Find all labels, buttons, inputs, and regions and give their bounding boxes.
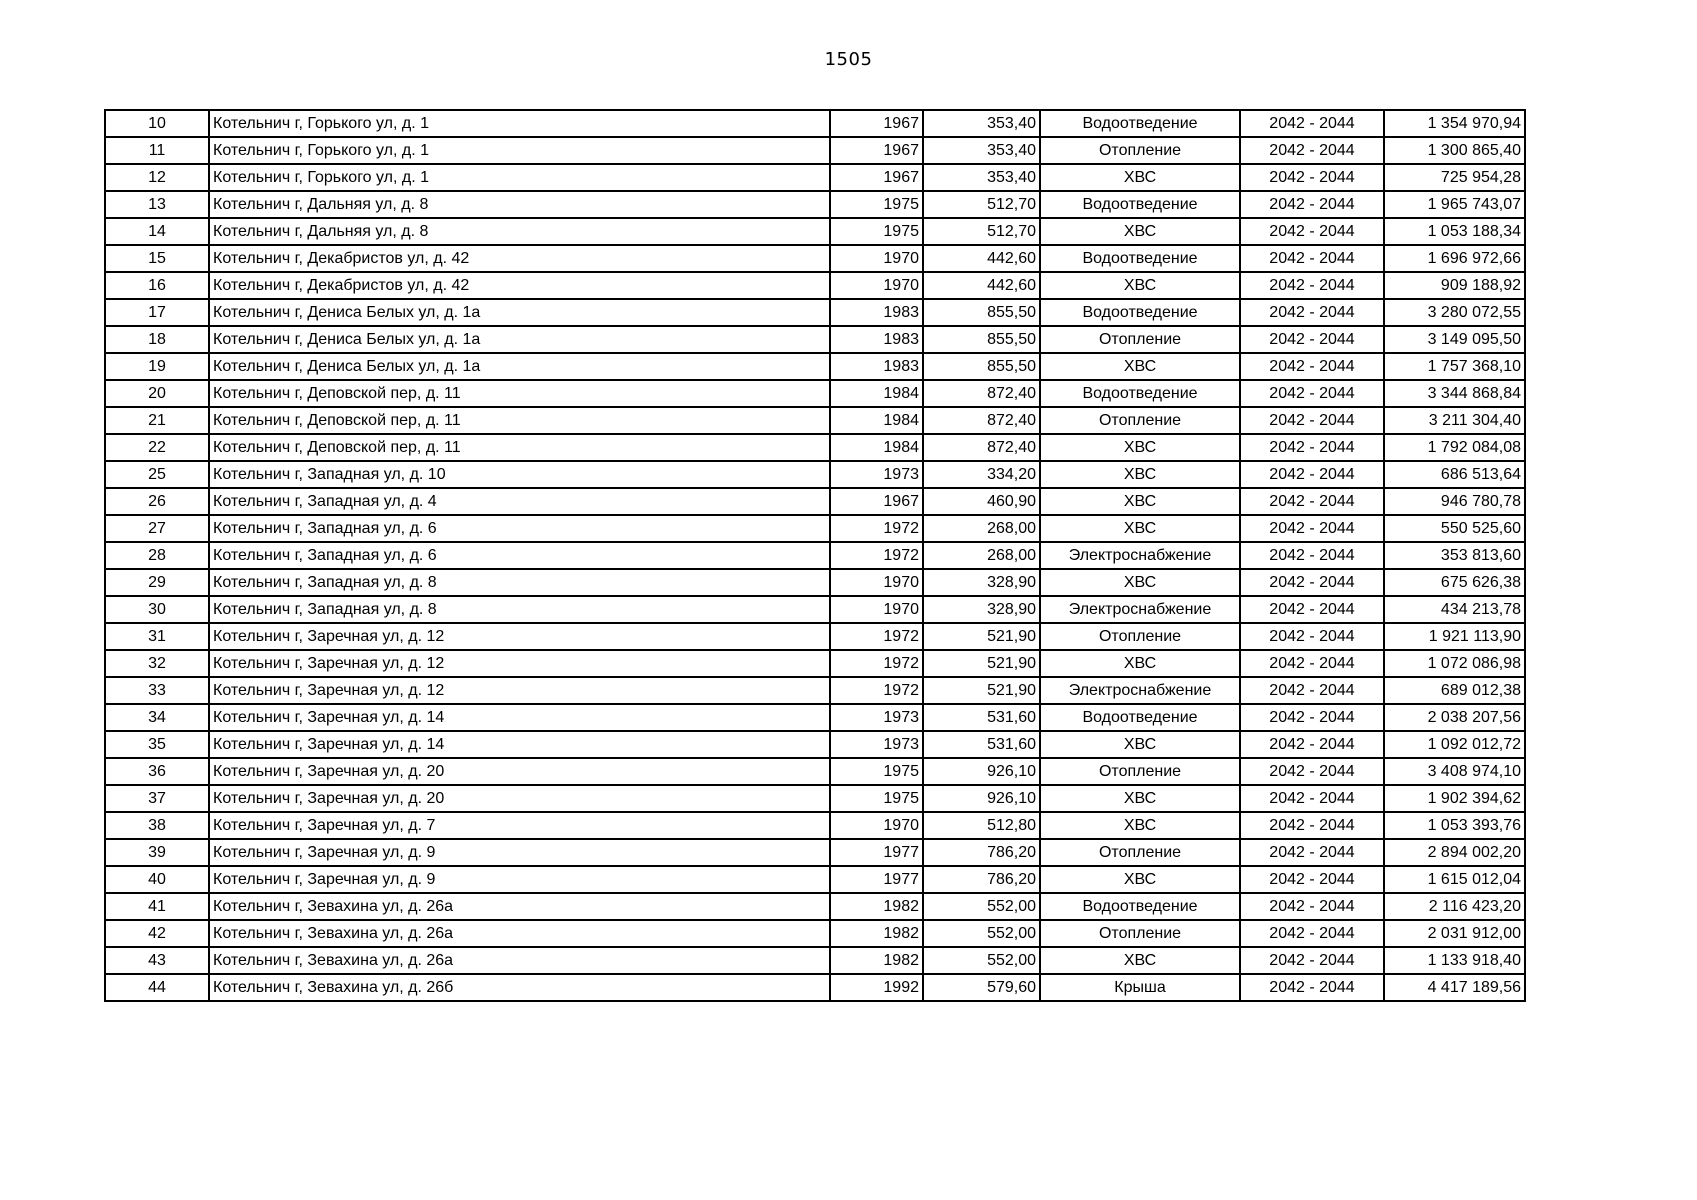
row-number-cell: 38 — [105, 812, 209, 839]
address-cell: Котельнич г, Дениса Белых ул, д. 1а — [209, 326, 830, 353]
cost-cell: 1 300 865,40 — [1384, 137, 1525, 164]
table-row — [105, 434, 1525, 461]
cost-cell: 2 038 207,56 — [1384, 704, 1525, 731]
table-row — [105, 245, 1525, 272]
table-row — [105, 218, 1525, 245]
address-cell: Котельнич г, Деповской пер, д. 11 — [209, 407, 830, 434]
area-cell: 786,20 — [923, 866, 1040, 893]
cost-cell: 353 813,60 — [1384, 542, 1525, 569]
period-cell: 2042 - 2044 — [1240, 650, 1384, 677]
build-year-cell: 1972 — [830, 677, 923, 704]
period-cell: 2042 - 2044 — [1240, 461, 1384, 488]
cost-cell: 946 780,78 — [1384, 488, 1525, 515]
area-cell: 334,20 — [923, 461, 1040, 488]
table-row — [105, 515, 1525, 542]
table-row — [105, 407, 1525, 434]
cost-cell: 686 513,64 — [1384, 461, 1525, 488]
build-year-cell: 1983 — [830, 299, 923, 326]
row-number-cell: 18 — [105, 326, 209, 353]
area-cell: 328,90 — [923, 569, 1040, 596]
table-row — [105, 299, 1525, 326]
row-number-cell: 17 — [105, 299, 209, 326]
period-cell: 2042 - 2044 — [1240, 137, 1384, 164]
address-cell: Котельнич г, Деповской пер, д. 11 — [209, 434, 830, 461]
cost-cell: 909 188,92 — [1384, 272, 1525, 299]
address-cell: Котельнич г, Зевахина ул, д. 26а — [209, 920, 830, 947]
period-cell: 2042 - 2044 — [1240, 596, 1384, 623]
table-row — [105, 812, 1525, 839]
table-row — [105, 380, 1525, 407]
row-number-cell: 11 — [105, 137, 209, 164]
area-cell: 855,50 — [923, 299, 1040, 326]
period-cell: 2042 - 2044 — [1240, 758, 1384, 785]
build-year-cell: 1973 — [830, 731, 923, 758]
service-type-cell: Водоотведение — [1040, 704, 1240, 731]
table-row — [105, 488, 1525, 515]
address-cell: Котельнич г, Деповской пер, д. 11 — [209, 380, 830, 407]
service-type-cell: ХВС — [1040, 488, 1240, 515]
address-cell: Котельнич г, Зевахина ул, д. 26б — [209, 974, 830, 1001]
table-row — [105, 677, 1525, 704]
cost-cell: 3 408 974,10 — [1384, 758, 1525, 785]
address-cell: Котельнич г, Зевахина ул, д. 26а — [209, 893, 830, 920]
address-cell: Котельнич г, Дальняя ул, д. 8 — [209, 191, 830, 218]
build-year-cell: 1975 — [830, 191, 923, 218]
period-cell: 2042 - 2044 — [1240, 434, 1384, 461]
period-cell: 2042 - 2044 — [1240, 785, 1384, 812]
area-cell: 531,60 — [923, 731, 1040, 758]
period-cell: 2042 - 2044 — [1240, 704, 1384, 731]
build-year-cell: 1982 — [830, 920, 923, 947]
area-cell: 460,90 — [923, 488, 1040, 515]
cost-cell: 1 696 972,66 — [1384, 245, 1525, 272]
row-number-cell: 40 — [105, 866, 209, 893]
period-cell: 2042 - 2044 — [1240, 947, 1384, 974]
service-type-cell: Водоотведение — [1040, 191, 1240, 218]
service-type-cell: Водоотведение — [1040, 380, 1240, 407]
row-number-cell: 32 — [105, 650, 209, 677]
service-type-cell: Электроснабжение — [1040, 677, 1240, 704]
period-cell: 2042 - 2044 — [1240, 920, 1384, 947]
cost-cell: 3 149 095,50 — [1384, 326, 1525, 353]
address-cell: Котельнич г, Заречная ул, д. 9 — [209, 839, 830, 866]
cost-cell: 1 053 393,76 — [1384, 812, 1525, 839]
period-cell: 2042 - 2044 — [1240, 893, 1384, 920]
service-type-cell: Отопление — [1040, 758, 1240, 785]
address-cell: Котельнич г, Западная ул, д. 4 — [209, 488, 830, 515]
area-cell: 872,40 — [923, 407, 1040, 434]
row-number-cell: 16 — [105, 272, 209, 299]
address-cell: Котельнич г, Горького ул, д. 1 — [209, 137, 830, 164]
build-year-cell: 1984 — [830, 380, 923, 407]
build-year-cell: 1984 — [830, 407, 923, 434]
cost-cell: 2 116 423,20 — [1384, 893, 1525, 920]
row-number-cell: 29 — [105, 569, 209, 596]
table-row — [105, 137, 1525, 164]
area-cell: 786,20 — [923, 839, 1040, 866]
period-cell: 2042 - 2044 — [1240, 110, 1384, 137]
address-cell: Котельнич г, Заречная ул, д. 12 — [209, 677, 830, 704]
area-cell: 872,40 — [923, 434, 1040, 461]
area-cell: 926,10 — [923, 785, 1040, 812]
cost-cell: 1 354 970,94 — [1384, 110, 1525, 137]
address-cell: Котельнич г, Зевахина ул, д. 26а — [209, 947, 830, 974]
build-year-cell: 1967 — [830, 110, 923, 137]
service-type-cell: ХВС — [1040, 866, 1240, 893]
row-number-cell: 12 — [105, 164, 209, 191]
area-cell: 353,40 — [923, 164, 1040, 191]
cost-cell: 1 053 188,34 — [1384, 218, 1525, 245]
cost-cell: 1 902 394,62 — [1384, 785, 1525, 812]
build-year-cell: 1970 — [830, 596, 923, 623]
table-row — [105, 461, 1525, 488]
cost-cell: 434 213,78 — [1384, 596, 1525, 623]
row-number-cell: 41 — [105, 893, 209, 920]
service-type-cell: Водоотведение — [1040, 245, 1240, 272]
row-number-cell: 34 — [105, 704, 209, 731]
cost-cell: 3 344 868,84 — [1384, 380, 1525, 407]
address-cell: Котельнич г, Дениса Белых ул, д. 1а — [209, 299, 830, 326]
area-cell: 855,50 — [923, 326, 1040, 353]
build-year-cell: 1983 — [830, 326, 923, 353]
service-type-cell: ХВС — [1040, 272, 1240, 299]
cost-cell: 1 072 086,98 — [1384, 650, 1525, 677]
service-type-cell: ХВС — [1040, 434, 1240, 461]
build-year-cell: 1973 — [830, 461, 923, 488]
cost-cell: 3 211 304,40 — [1384, 407, 1525, 434]
table-row — [105, 326, 1525, 353]
service-type-cell: ХВС — [1040, 353, 1240, 380]
table-row — [105, 272, 1525, 299]
period-cell: 2042 - 2044 — [1240, 839, 1384, 866]
address-cell: Котельнич г, Заречная ул, д. 7 — [209, 812, 830, 839]
service-type-cell: Отопление — [1040, 407, 1240, 434]
row-number-cell: 35 — [105, 731, 209, 758]
area-cell: 353,40 — [923, 110, 1040, 137]
build-year-cell: 1982 — [830, 893, 923, 920]
build-year-cell: 1992 — [830, 974, 923, 1001]
table-row — [105, 164, 1525, 191]
row-number-cell: 19 — [105, 353, 209, 380]
period-cell: 2042 - 2044 — [1240, 569, 1384, 596]
cost-cell: 1 965 743,07 — [1384, 191, 1525, 218]
area-cell: 521,90 — [923, 677, 1040, 704]
table-row — [105, 866, 1525, 893]
row-number-cell: 44 — [105, 974, 209, 1001]
address-cell: Котельнич г, Западная ул, д. 6 — [209, 542, 830, 569]
build-year-cell: 1970 — [830, 569, 923, 596]
table-row — [105, 731, 1525, 758]
area-cell: 926,10 — [923, 758, 1040, 785]
address-cell: Котельнич г, Заречная ул, д. 20 — [209, 758, 830, 785]
build-year-cell: 1967 — [830, 137, 923, 164]
service-type-cell: Отопление — [1040, 623, 1240, 650]
build-year-cell: 1972 — [830, 623, 923, 650]
address-cell: Котельнич г, Заречная ул, д. 14 — [209, 731, 830, 758]
service-type-cell: ХВС — [1040, 569, 1240, 596]
service-type-cell: Отопление — [1040, 839, 1240, 866]
period-cell: 2042 - 2044 — [1240, 245, 1384, 272]
table-row — [105, 650, 1525, 677]
row-number-cell: 26 — [105, 488, 209, 515]
address-cell: Котельнич г, Дальняя ул, д. 8 — [209, 218, 830, 245]
table-row — [105, 785, 1525, 812]
service-type-cell: Водоотведение — [1040, 110, 1240, 137]
build-year-cell: 1975 — [830, 218, 923, 245]
row-number-cell: 25 — [105, 461, 209, 488]
row-number-cell: 33 — [105, 677, 209, 704]
service-type-cell: Отопление — [1040, 137, 1240, 164]
row-number-cell: 43 — [105, 947, 209, 974]
cost-cell: 689 012,38 — [1384, 677, 1525, 704]
period-cell: 2042 - 2044 — [1240, 866, 1384, 893]
period-cell: 2042 - 2044 — [1240, 164, 1384, 191]
build-year-cell: 1972 — [830, 515, 923, 542]
cost-cell: 1 792 084,08 — [1384, 434, 1525, 461]
table-row — [105, 758, 1525, 785]
area-cell: 872,40 — [923, 380, 1040, 407]
page-number: 1505 — [824, 49, 873, 70]
table-row — [105, 191, 1525, 218]
area-cell: 521,90 — [923, 650, 1040, 677]
build-year-cell: 1970 — [830, 272, 923, 299]
cost-cell: 1 757 368,10 — [1384, 353, 1525, 380]
row-number-cell: 10 — [105, 110, 209, 137]
service-type-cell: Водоотведение — [1040, 299, 1240, 326]
cost-cell: 2 031 912,00 — [1384, 920, 1525, 947]
address-cell: Котельнич г, Заречная ул, д. 12 — [209, 650, 830, 677]
area-cell: 268,00 — [923, 515, 1040, 542]
period-cell: 2042 - 2044 — [1240, 974, 1384, 1001]
area-cell: 579,60 — [923, 974, 1040, 1001]
cost-cell: 3 280 072,55 — [1384, 299, 1525, 326]
cost-cell: 550 525,60 — [1384, 515, 1525, 542]
table-row — [105, 353, 1525, 380]
build-year-cell: 1984 — [830, 434, 923, 461]
build-year-cell: 1970 — [830, 245, 923, 272]
area-cell: 552,00 — [923, 893, 1040, 920]
service-type-cell: ХВС — [1040, 785, 1240, 812]
table-row — [105, 596, 1525, 623]
area-cell: 521,90 — [923, 623, 1040, 650]
table-body — [105, 110, 1525, 1001]
period-cell: 2042 - 2044 — [1240, 380, 1384, 407]
row-number-cell: 42 — [105, 920, 209, 947]
address-cell: Котельнич г, Декабристов ул, д. 42 — [209, 245, 830, 272]
service-type-cell: Электроснабжение — [1040, 542, 1240, 569]
row-number-cell: 31 — [105, 623, 209, 650]
period-cell: 2042 - 2044 — [1240, 677, 1384, 704]
cost-cell: 1 133 918,40 — [1384, 947, 1525, 974]
period-cell: 2042 - 2044 — [1240, 488, 1384, 515]
address-cell: Котельнич г, Дениса Белых ул, д. 1а — [209, 353, 830, 380]
area-cell: 512,70 — [923, 191, 1040, 218]
area-cell: 512,70 — [923, 218, 1040, 245]
service-type-cell: Отопление — [1040, 326, 1240, 353]
table-row — [105, 542, 1525, 569]
table-row — [105, 947, 1525, 974]
period-cell: 2042 - 2044 — [1240, 542, 1384, 569]
address-cell: Котельнич г, Западная ул, д. 6 — [209, 515, 830, 542]
table-row — [105, 974, 1525, 1001]
area-cell: 552,00 — [923, 947, 1040, 974]
period-cell: 2042 - 2044 — [1240, 353, 1384, 380]
cost-cell: 4 417 189,56 — [1384, 974, 1525, 1001]
table-row — [105, 893, 1525, 920]
row-number-cell: 14 — [105, 218, 209, 245]
repair-schedule-table — [104, 109, 1526, 1002]
address-cell: Котельнич г, Заречная ул, д. 12 — [209, 623, 830, 650]
row-number-cell: 30 — [105, 596, 209, 623]
table-row — [105, 110, 1525, 137]
service-type-cell: ХВС — [1040, 947, 1240, 974]
service-type-cell: Крыша — [1040, 974, 1240, 1001]
area-cell: 328,90 — [923, 596, 1040, 623]
address-cell: Котельнич г, Горького ул, д. 1 — [209, 110, 830, 137]
service-type-cell: Водоотведение — [1040, 893, 1240, 920]
build-year-cell: 1970 — [830, 812, 923, 839]
build-year-cell: 1977 — [830, 839, 923, 866]
period-cell: 2042 - 2044 — [1240, 191, 1384, 218]
cost-cell: 675 626,38 — [1384, 569, 1525, 596]
build-year-cell: 1975 — [830, 785, 923, 812]
build-year-cell: 1972 — [830, 650, 923, 677]
address-cell: Котельнич г, Декабристов ул, д. 42 — [209, 272, 830, 299]
row-number-cell: 22 — [105, 434, 209, 461]
period-cell: 2042 - 2044 — [1240, 299, 1384, 326]
row-number-cell: 15 — [105, 245, 209, 272]
build-year-cell: 1975 — [830, 758, 923, 785]
service-type-cell: ХВС — [1040, 515, 1240, 542]
row-number-cell: 37 — [105, 785, 209, 812]
area-cell: 531,60 — [923, 704, 1040, 731]
area-cell: 855,50 — [923, 353, 1040, 380]
service-type-cell: ХВС — [1040, 218, 1240, 245]
cost-cell: 1 615 012,04 — [1384, 866, 1525, 893]
service-type-cell: ХВС — [1040, 461, 1240, 488]
area-cell: 442,60 — [923, 272, 1040, 299]
period-cell: 2042 - 2044 — [1240, 272, 1384, 299]
row-number-cell: 28 — [105, 542, 209, 569]
build-year-cell: 1972 — [830, 542, 923, 569]
service-type-cell: ХВС — [1040, 164, 1240, 191]
address-cell: Котельнич г, Заречная ул, д. 20 — [209, 785, 830, 812]
address-cell: Котельнич г, Горького ул, д. 1 — [209, 164, 830, 191]
period-cell: 2042 - 2044 — [1240, 623, 1384, 650]
service-type-cell: Электроснабжение — [1040, 596, 1240, 623]
service-type-cell: ХВС — [1040, 812, 1240, 839]
area-cell: 512,80 — [923, 812, 1040, 839]
cost-cell: 1 921 113,90 — [1384, 623, 1525, 650]
period-cell: 2042 - 2044 — [1240, 326, 1384, 353]
cost-cell: 2 894 002,20 — [1384, 839, 1525, 866]
service-type-cell: ХВС — [1040, 650, 1240, 677]
row-number-cell: 20 — [105, 380, 209, 407]
area-cell: 353,40 — [923, 137, 1040, 164]
service-type-cell: ХВС — [1040, 731, 1240, 758]
cost-cell: 725 954,28 — [1384, 164, 1525, 191]
row-number-cell: 13 — [105, 191, 209, 218]
build-year-cell: 1983 — [830, 353, 923, 380]
build-year-cell: 1967 — [830, 488, 923, 515]
row-number-cell: 39 — [105, 839, 209, 866]
period-cell: 2042 - 2044 — [1240, 731, 1384, 758]
build-year-cell: 1967 — [830, 164, 923, 191]
build-year-cell: 1982 — [830, 947, 923, 974]
period-cell: 2042 - 2044 — [1240, 407, 1384, 434]
period-cell: 2042 - 2044 — [1240, 218, 1384, 245]
cost-cell: 1 092 012,72 — [1384, 731, 1525, 758]
build-year-cell: 1977 — [830, 866, 923, 893]
table-row — [105, 704, 1525, 731]
area-cell: 442,60 — [923, 245, 1040, 272]
service-type-cell: Отопление — [1040, 920, 1240, 947]
row-number-cell: 36 — [105, 758, 209, 785]
table-row — [105, 920, 1525, 947]
period-cell: 2042 - 2044 — [1240, 812, 1384, 839]
address-cell: Котельнич г, Западная ул, д. 10 — [209, 461, 830, 488]
address-cell: Котельнич г, Западная ул, д. 8 — [209, 596, 830, 623]
build-year-cell: 1973 — [830, 704, 923, 731]
table-row — [105, 623, 1525, 650]
address-cell: Котельнич г, Заречная ул, д. 14 — [209, 704, 830, 731]
area-cell: 268,00 — [923, 542, 1040, 569]
area-cell: 552,00 — [923, 920, 1040, 947]
row-number-cell: 21 — [105, 407, 209, 434]
address-cell: Котельнич г, Западная ул, д. 8 — [209, 569, 830, 596]
row-number-cell: 27 — [105, 515, 209, 542]
table-row — [105, 569, 1525, 596]
table-row — [105, 839, 1525, 866]
period-cell: 2042 - 2044 — [1240, 515, 1384, 542]
address-cell: Котельнич г, Заречная ул, д. 9 — [209, 866, 830, 893]
